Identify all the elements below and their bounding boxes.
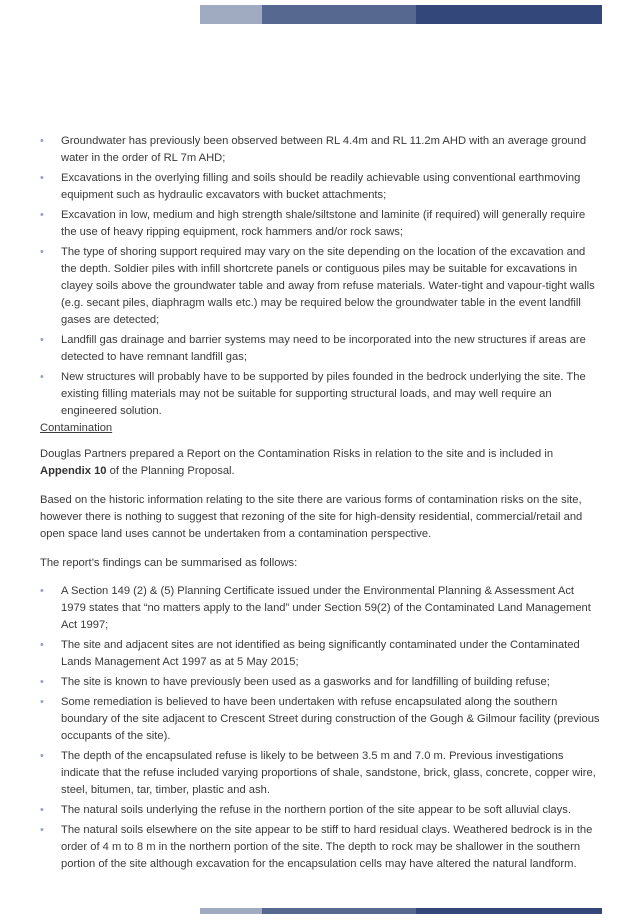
footer-band-segment-light bbox=[200, 908, 262, 914]
bullet-icon: • bbox=[40, 696, 44, 708]
list-item: • Groundwater has previously been observed between RL 4.4m and RL 11.2m AHD with an average ground water in the order of RL 7m AHD; bbox=[40, 135, 587, 164]
list-item: • The natural soils elsewhere on the site appear to be stiff to hard residual clays. Weathered bedrock is in the order of 4 m to 8 m in the northern portion of the site. The depth to rock may be shallower in the southern portion of the site although excavation for the encapsulation cells may have altered the natural landform. bbox=[40, 824, 593, 870]
list-item: • The site and adjacent sites are not identified as being significantly contaminated under the Contaminated Lands Management Act 1997 as at 5 May 2015; bbox=[40, 639, 580, 668]
bullet-icon: • bbox=[40, 246, 44, 258]
list-item: • New structures will probably have to be supported by piles founded in the bedrock underlying the site. The existing filling materials may not be suitable for supporting structural loads, and may well require an engineered solution. bbox=[40, 371, 586, 417]
footer-color-band bbox=[200, 908, 602, 914]
bullet-icon: • bbox=[40, 209, 44, 221]
bullet-icon: • bbox=[40, 824, 44, 836]
header-band-segment-mid bbox=[262, 5, 416, 24]
bullet-icon: • bbox=[40, 676, 44, 688]
list-item: • Some remediation is believed to have been undertaken with refuse encapsulated along the southern boundary of the site adjacent to Crescent Street during construction of the Gough & Gilmour facility (previous occupants of the site). bbox=[40, 696, 600, 742]
bullet-icon: • bbox=[40, 135, 44, 147]
header-band-segment-light bbox=[200, 5, 262, 24]
geotech-bullet-list bbox=[40, 133, 600, 420]
header-band-segment-dark bbox=[416, 5, 602, 24]
findings-intro-paragraph: The report’s findings can be summarised as follows: bbox=[40, 557, 298, 569]
list-item: • The natural soils underlying the refuse in the northern portion of the site appear to be soft alluvial clays. bbox=[40, 802, 600, 819]
list-item: • The depth of the encapsulated refuse is likely to be between 3.5 m and 7.0 m. Previous investigations indicate that the refuse included varying proportions of shale, sandstone, brick, glass, concrete, copper wire, steel, bitumen, tar, timber, plastic and ash. bbox=[40, 750, 596, 796]
bullet-icon: • bbox=[40, 172, 44, 184]
list-item: • Excavations in the overlying filling and soils should be readily achievable using conventional earthmoving equipment such as hydraulic excavators with bucket attachments; bbox=[40, 172, 581, 201]
bullet-icon: • bbox=[40, 804, 44, 816]
contamination-heading: Contamination bbox=[40, 422, 113, 434]
list-item: • The type of shoring support required may vary on the site depending on the location of the excavation and the depth. Soldier piles with infill shortcrete panels or contiguous piles may be suitable for excavations in clayey soils above the groundwater table and away from refuse materials. Water-tight and vapour-tight walls (e.g. secant piles, diaphragm walls etc.) may be required below the groundwater table in the event landfill gases are detected; bbox=[40, 246, 595, 326]
document-body bbox=[40, 133, 600, 876]
contamination-risk-paragraph: Based on the historic information relating to the site there are various forms of contamination risks on the site, however there is nothing to suggest that rezoning of the site for high-density residential, commercial/retail and open space land uses cannot be undertaken from a contamination perspective. bbox=[40, 494, 583, 540]
bullet-icon: • bbox=[40, 585, 44, 597]
bullet-icon: • bbox=[40, 371, 44, 383]
footer-band-segment-mid bbox=[262, 908, 416, 914]
appendix-reference: Appendix 10 bbox=[40, 465, 107, 477]
list-item: • Excavation in low, medium and high strength shale/siltstone and laminite (if required) will generally require the use of heavy ripping equipment, rock hammers and/or rock saws; bbox=[40, 209, 586, 238]
list-item: • Landfill gas drainage and barrier systems may need to be incorporated into the new structures if areas are detected to have remnant landfill gas; bbox=[40, 334, 586, 363]
header-color-band bbox=[200, 5, 602, 24]
contamination-intro-paragraph: Douglas Partners prepared a Report on the Contamination Risks in relation to the site and is included in Appendix 10 of the Planning Proposal. bbox=[40, 448, 554, 477]
bullet-icon: • bbox=[40, 750, 44, 762]
list-item: • The site is known to have previously been used as a gasworks and for landfilling of building refuse; bbox=[40, 674, 600, 691]
footer-band-segment-dark bbox=[416, 908, 602, 914]
bullet-icon: • bbox=[40, 639, 44, 651]
bullet-icon: • bbox=[40, 334, 44, 346]
findings-bullet-list bbox=[40, 583, 600, 873]
list-item: • A Section 149 (2) & (5) Planning Certificate issued under the Environmental Planning & Assessment Act 1979 states that “no matters apply to the land” under Section 59(2) of the Contaminated Land Management Act 1997; bbox=[40, 585, 591, 631]
